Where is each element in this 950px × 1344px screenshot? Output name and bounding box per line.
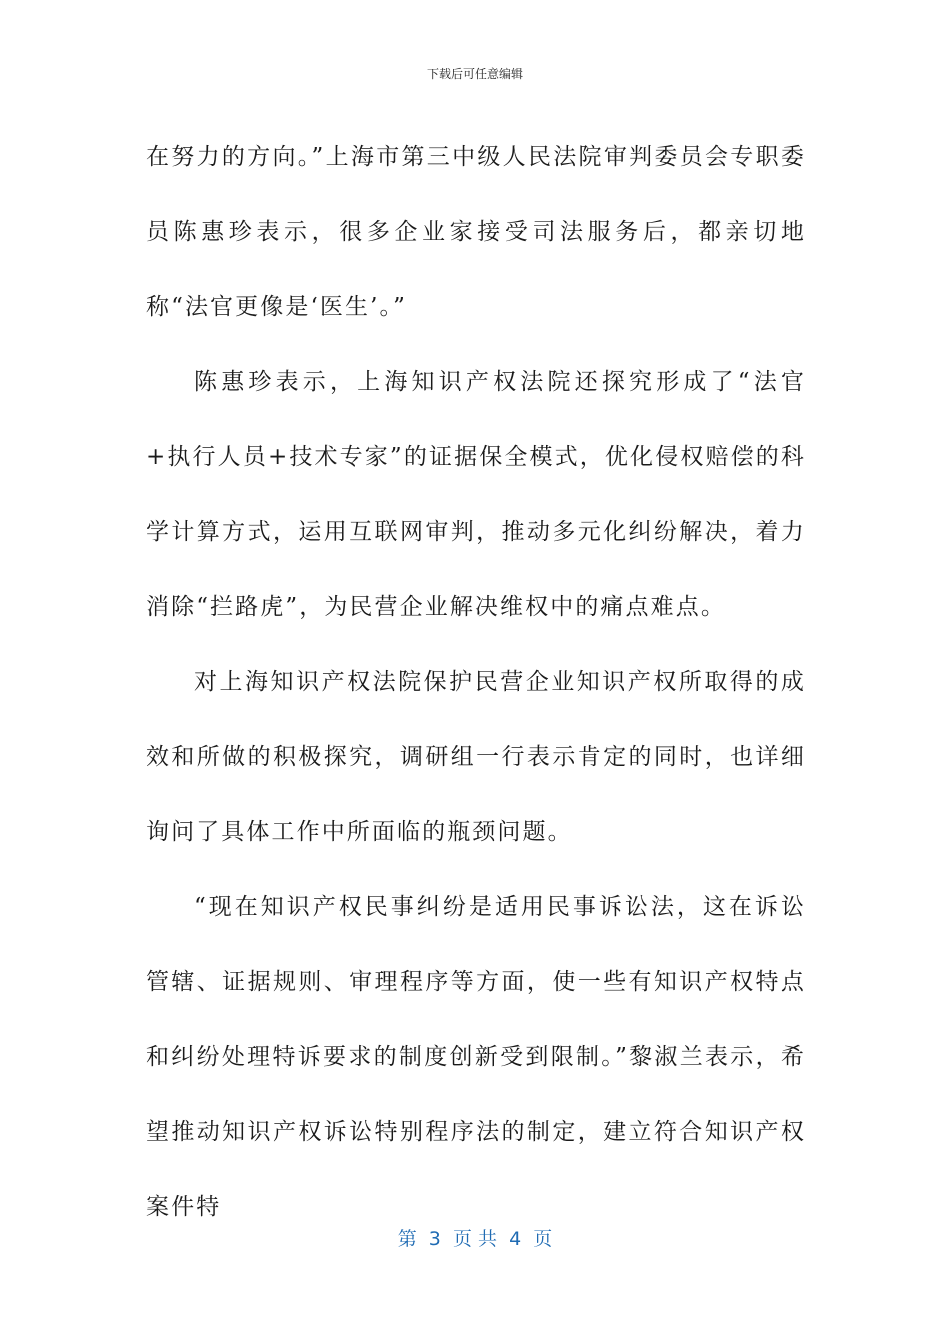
- paragraph-4: “现在知识产权民事纠纷是适用民事诉讼法，这在诉讼管辖、证据规则、审理程序等方面，使一些有知识产权特点和纠纷处理特诉要求的制度创新受到限制。”黎淑兰表示，希望推动知识产权诉讼特别程序法的制定，建立符合知识产权案件特: [146, 894, 806, 1220]
- paragraph-1: 在努力的方向。”上海市第三中级人民法院审判委员会专职委员陈惠珍表示，很多企业家接受司法服务后，都亲切地称“法官更像是‘医生’。”: [146, 144, 806, 320]
- paragraph-3: 对上海知识产权法院保护民营企业知识产权所取得的成效和所做的积极探究，调研组一行表示肯定的同时，也详细询问了具体工作中所面临的瓶颈问题。: [146, 669, 806, 845]
- page-number-footer: 第 3 页 共 4 页: [397, 1228, 553, 1250]
- paragraph-2: 陈惠珍表示，上海知识产权法院还探究形成了“法官+执行人员+技术专家”的证据保全模式，优化侵权赔偿的科学计算方式，运用互联网审判，推动多元化纠纷解决，着力消除“拦路虎”，为民营企业解决维权中的痛点难点。: [146, 369, 806, 620]
- page-header-note: 下载后可任意编辑: [426, 67, 523, 81]
- document-body: [146, 120, 806, 1245]
